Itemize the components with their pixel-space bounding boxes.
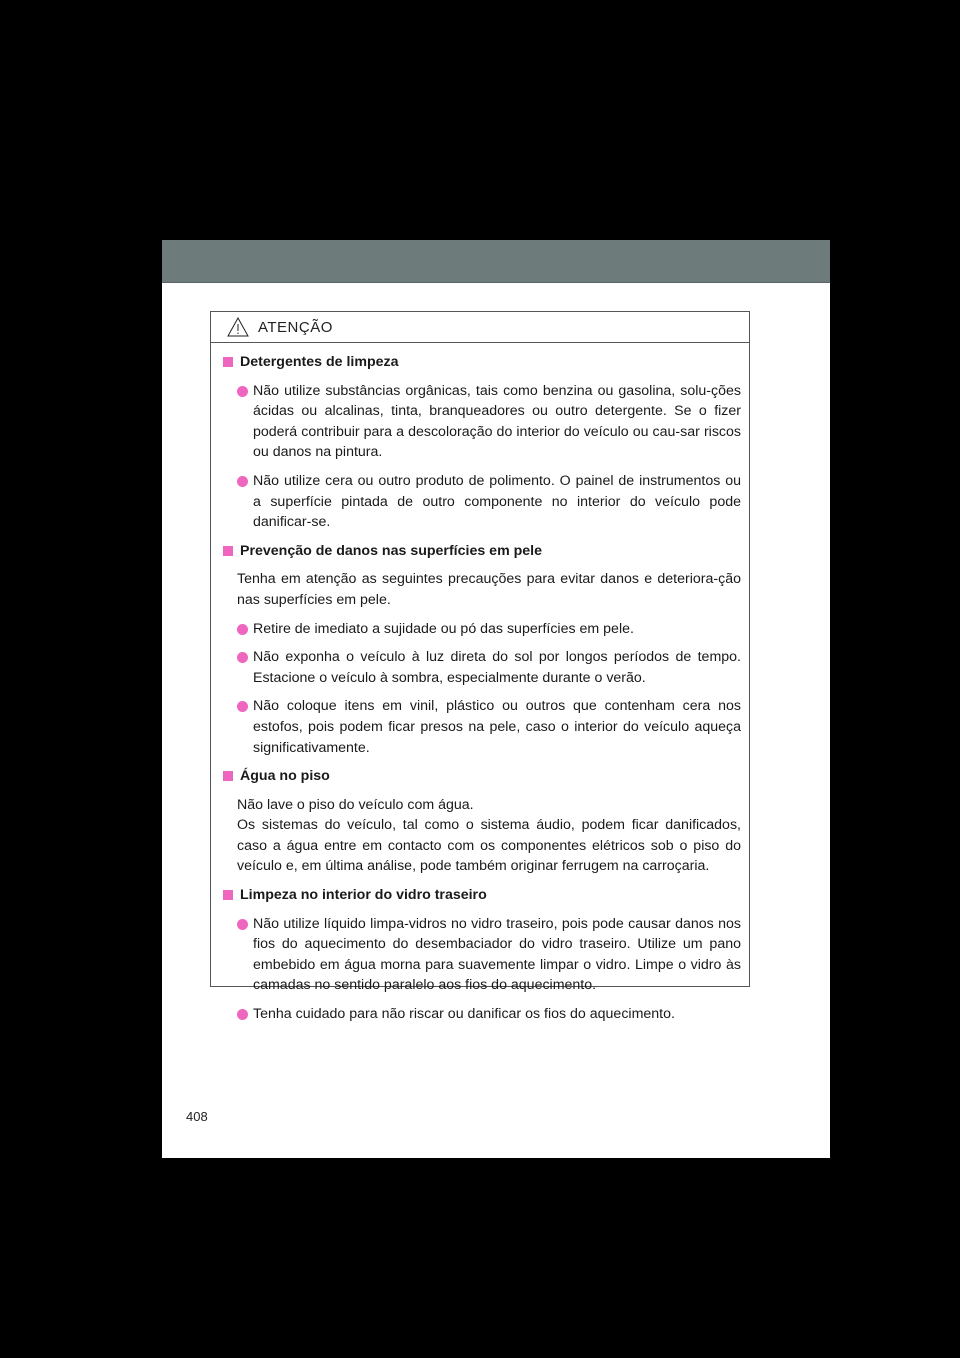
list-item: Não coloque itens em vinil, plástico ou outros que contenham cera nos estofos, pois podem ficar presos na pele, caso o interior do veículo aqueça significativamente.: [237, 696, 741, 758]
section-paragraph: Não lave o piso do veículo com água. Os sistemas do veículo, tal como o sistema áudio, podem ficar danificados, caso a água entre em contacto com os componentes elétricos sob o piso do veículo e, em última análise, pode também originar ferrugem na carroçaria.: [237, 796, 741, 875]
page-number: 408: [186, 1109, 208, 1124]
square-bullet-icon: [223, 890, 233, 900]
list-item: Não utilize líquido limpa-vidros no vidro traseiro, pois pode causar danos nos fios do aquecimento do desembaciador do vidro traseiro. Utilize um pano embebido em água morna para suavemente limpar o vidro. Limpe o vidro às camadas no sentido paralelo aos fios do aquecimento.: [237, 914, 741, 996]
section-heading: Limpeza no interior do vidro traseiro: [219, 885, 741, 906]
warning-box: [210, 311, 750, 1023]
warning-title: ATENÇÃO: [258, 318, 333, 336]
round-bullet-icon: [237, 652, 248, 663]
list-item: Tenha cuidado para não riscar ou danificar os fios do aquecimento.: [237, 1004, 741, 1025]
list-item: Não utilize substâncias orgânicas, tais como benzina ou gasolina, solu-ções ácidas ou alcalinas, tinta, branqueadores ou outro detergente. Se o fizer poderá contribuir para a descoloração do interior do veículo ou cau-sar riscos ou danos na pintura.: [237, 381, 741, 463]
round-bullet-icon: [237, 1009, 248, 1020]
section-heading: Prevenção de danos nas superfícies em pele: [219, 541, 741, 562]
section-heading: Detergentes de limpeza: [219, 352, 741, 373]
section-intro: Tenha em atenção as seguintes precauções para evitar danos e deteriora-ção nas superfícies em pele.: [237, 571, 741, 608]
warning-body: [211, 343, 749, 1025]
warning-triangle-icon: [227, 317, 249, 337]
round-bullet-icon: [237, 624, 248, 635]
round-bullet-icon: [237, 701, 248, 712]
section-heading: Água no piso: [219, 766, 741, 787]
manual-page: [162, 240, 830, 1158]
square-bullet-icon: [223, 771, 233, 781]
square-bullet-icon: [223, 357, 233, 367]
round-bullet-icon: [237, 919, 248, 930]
round-bullet-icon: [237, 386, 248, 397]
list-item: Retire de imediato a sujidade ou pó das superfícies em pele.: [237, 619, 741, 640]
page-header-bar: [162, 240, 830, 283]
warning-header: [211, 312, 749, 343]
list-item: Não exponha o veículo à luz direta do sol por longos períodos de tempo. Estacione o veículo à sombra, especialmente durante o verão.: [237, 647, 741, 688]
list-item: Não utilize cera ou outro produto de polimento. O painel de instrumentos ou a superfície pintada de outro componente no interior do veículo pode danificar-se.: [237, 471, 741, 533]
square-bullet-icon: [223, 546, 233, 556]
round-bullet-icon: [237, 476, 248, 487]
